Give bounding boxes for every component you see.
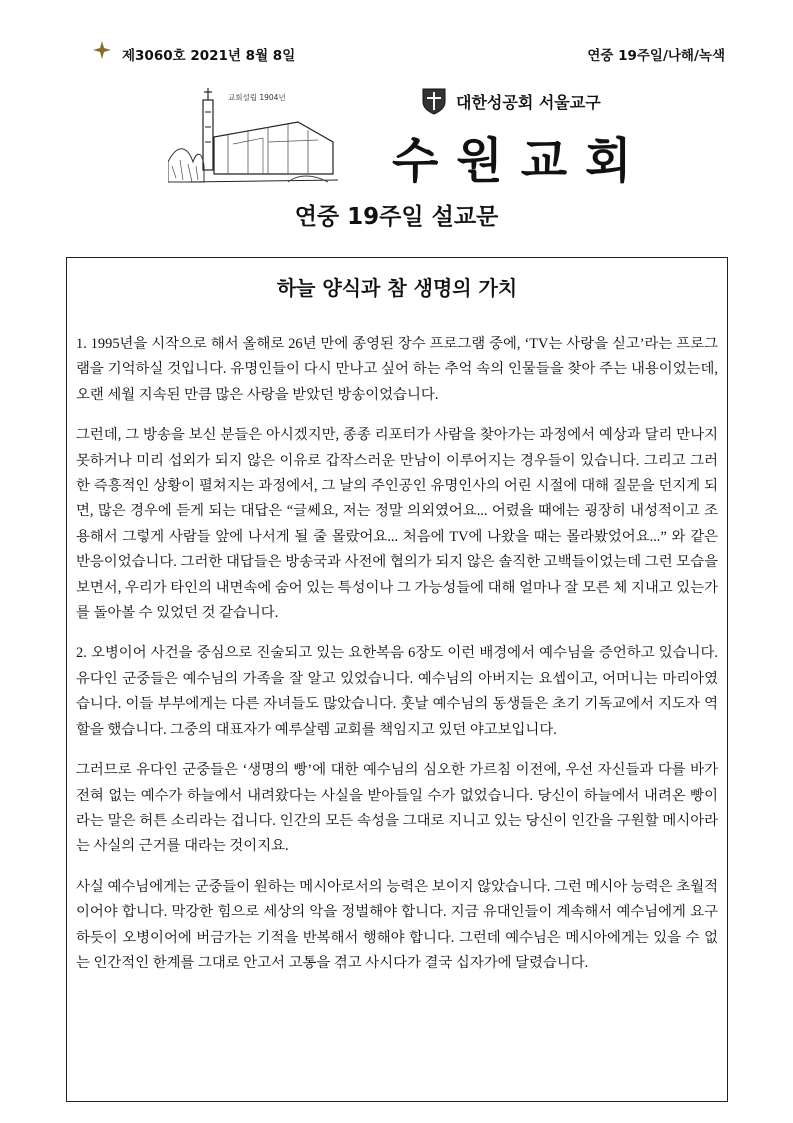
church-name: 수원교회 [392,133,650,189]
issue-line: 제3060호 2021년 8월 8일 [122,48,296,64]
paragraph: 그러므로 유다인 군중들은 ‘생명의 빵’에 대한 예수님의 심오한 가르침 이전에, 우선 자신들과 다를 바가 전혀 없는 예수가 하늘에서 내려왔다는 사실을 받아들일 수가 없었습니다. 당신이 하늘에서 내려온 빵이라는 말은 허튼 소리라는 겁니다. 인간의 모든 속성을 그대로 지니고 있는 당신이 인간을 구원할 메시아라는 사실의 근거를 대라는 것이지요. [76,762,718,855]
sermon-title: 하늘 양식과 참 생명의 가치 [276,276,518,300]
sketch-caption: 교회설립 1904년 [228,93,286,102]
paragraph: 그런데, 그 방송을 보신 분들은 아시겠지만, 종종 리포터가 사람을 찾아가는 과정에서 예상과 달리 만나지 못하거나 미리 섭외가 되지 않은 이유로 갑작스러운 만남이 이루어지는 경우들이 있습니다. 그리고 그러한 즉흥적인 상황이 펼쳐지는 과정에서, 그 날의 주인공인 유명인사의 어린 시절에 대해 질문을 던지게 되면, 많은 경우에 듣게 되는 대답은 “글쎄요, 저는 정말 의외였어요... 어렸을 때에는 굉장히 내성적이고 조용해서 그렇게 사람들 앞에 나서게 될 줄 몰랐어요... 처음에 TV에 나왔을 때는 몰라봤었어요...” 와 같은 반응이었습니다. 그러한 대답들은 방송국과 사전에 협의가 되지 않은 솔직한 고백들이었는데 그런 모습을 보면서, 우리가 타인의 내면속에 숨어 있는 특성이나 그 가능성들에 대해 얼마나 잘 모른 체 지내고 있는가를 돌아볼 수 있었던 것 같습니다. [76,427,718,622]
liturgical-season: 연중 19주일/나해/녹색 [587,48,725,64]
paragraph: 사실 예수님에게는 군중들이 원하는 메시아로서의 능력은 보이지 않았습니다. 그런 메시아 능력은 초월적이어야 합니다. 막강한 힘으로 세상의 악을 정벌해야 합니다. 지금 유대인들이 계속해서 예수님에게 요구하듯이 오병이어에 버금가는 기적을 반복해서 행해야 합니다. 그런데 예수님은 메시아에게는 있을 수 없는 인간적인 한계를 그대로 안고서 고통을 겪고 사시다가 결국 십자가에 달렸습니다. [76,878,718,971]
sermon-body [76,332,718,991]
sermon-heading: 연중 19주일 설교문 [294,204,499,230]
church-sketch-image [168,82,348,194]
paragraph: 1. 1995년을 시작으로 해서 올해로 26년 만에 종영된 장수 프로그램 중에, ‘TV는 사랑을 싣고’라는 프로그램을 기억하실 것입니다. 유명인들이 다시 만나고 싶어 하는 추억 속의 인물들을 찾아 주는 내용이었는데, 오랜 세월 지속된 만큼 많은 사랑을 받았던 방송이었습니다. [76,336,718,403]
diocese-name: 대한성공회 서울교구 [456,92,601,112]
cross-icon [92,40,112,60]
diocese-header [420,86,601,116]
paragraph: 2. 오병이어 사건을 중심으로 진술되고 있는 요한복음 6장도 이런 배경에서 예수님을 증언하고 있습니다. 유다인 군중들은 예수님의 가족을 잘 알고 있었습니다. 예수님의 아버지는 요셉이고, 어머니는 마리아였습니다. 이들 부부에게는 다른 자녀들도 많았습니다. 훗날 예수님의 동생들은 초기 기독교에서 지도자 역할을 했습니다. 그중의 대표자가 예루살렘 교회를 책임지고 있던 야고보입니다. [76,645,718,738]
diocese-seal-icon [420,86,448,116]
